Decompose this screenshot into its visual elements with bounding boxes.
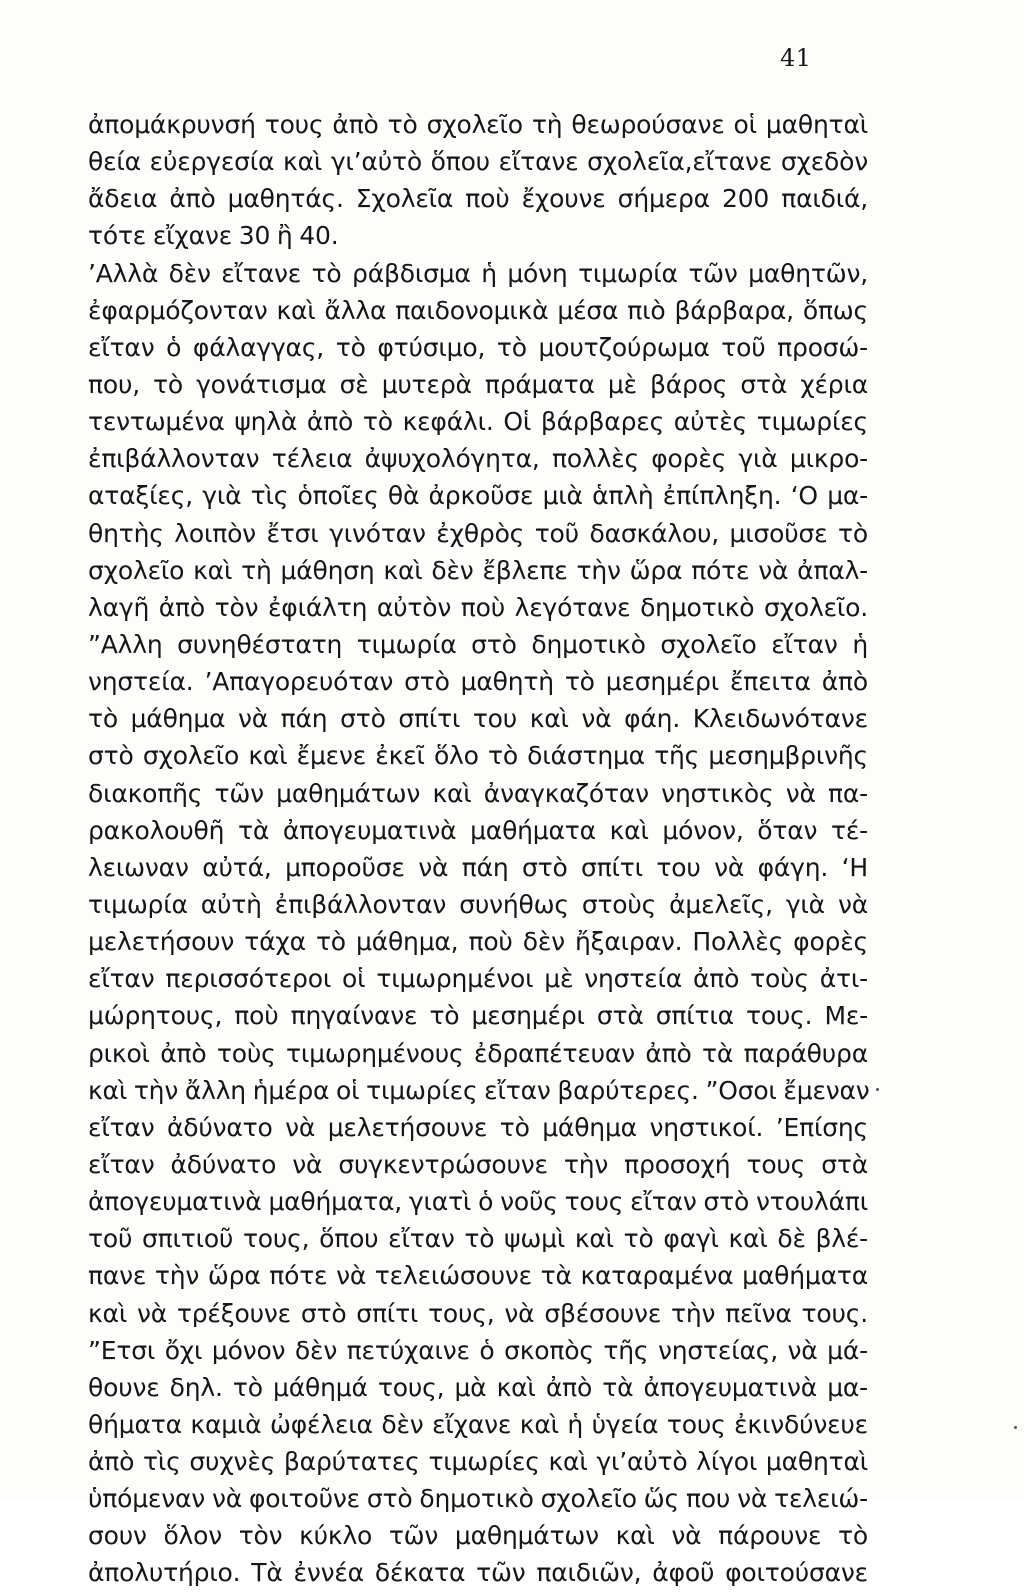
text-line: τεντωμένα ψηλὰ ἀπὸ τὸ κεφάλι. Οἱ βάρβαρες αὐτὲς τιμωρίες — [88, 407, 868, 437]
text-line: μώρητους, ποὺ πηγαίνανε τὸ μεσημέρι στὰ σπίτια τους. Με- — [88, 1001, 868, 1031]
text-line: τὸ μάθημα νὰ πάη στὸ σπίτι του καὶ νὰ φάη. Κλειδωνότανε — [88, 704, 868, 734]
page-number: 41 — [780, 44, 812, 72]
text-line: καὶ τὴν ἄλλη ἡμέρα οἱ τιμωρίες εἴταν βαρύτερες. ”Οσοι ἔμεναν — [88, 1075, 870, 1105]
text-line: ἄδεια ἀπὸ μαθητάς. Σχολεῖα ποὺ ἔχουνε σήμερα 200 παιδιά, — [88, 184, 868, 214]
text-line: θήματα καμιὰ ὠφέλεια δὲν εἴχανε καὶ ἡ ὑγεία τους ἐκινδύνευε — [88, 1409, 868, 1439]
text-line: ἀπομάκρυνσή τους ἀπὸ τὸ σχολεῖο τὴ θεωρούσανε οἱ μαθηταὶ — [88, 110, 868, 139]
body-text — [88, 106, 868, 1592]
text-line: τιμωρία αὐτὴ ἐπιβάλλονταν συνήθως στοὺς ἀμελεῖς, γιὰ νὰ — [88, 889, 868, 919]
text-line: τοῦ σπιτιοῦ τους, ὅπου εἴταν τὸ ψωμὶ καὶ τὸ φαγὶ καὶ δὲ βλέ- — [88, 1224, 868, 1254]
text-line: εἴταν ἀδύνατο νὰ συγκεντρώσουνε τὴν προσοχή τους στὰ — [88, 1149, 868, 1179]
text-line: ἀπογευματινὰ μαθήματα, γιατὶ ὁ νοῦς τους εἴταν στὸ ντουλάπι — [88, 1187, 868, 1217]
text-line: θεία εὐεργεσία καὶ γι’αὐτὸ ὅπου εἴτανε σχολεῖα,εἴτανε σχεδὸν — [88, 147, 868, 177]
text-line: λειωναν αὐτά, μποροῦσε νὰ πάη στὸ σπίτι του νὰ φάγη. ‘Η — [88, 852, 868, 882]
text-line: ἐπιβάλλονταν τέλεια ἀψυχολόγητα, πολλὲς φορὲς γιὰ μικρο- — [88, 444, 868, 474]
text-line: αταξίες, γιὰ τὶς ὁποῖες θὰ ἀρκοῦσε μιὰ ἁπλὴ ἐπίπληξη. ‘Ο μα- — [88, 481, 868, 511]
text-line: ἀπολυτήριο. Τὰ ἐννέα δέκατα τῶν παιδιῶν, ἀφοῦ φοιτούσανε — [88, 1558, 868, 1588]
text-line: νηστεία. ’Απαγορευόταν στὸ μαθητὴ τὸ μεσημέρι ἔπειτα ἀπὸ — [88, 667, 868, 697]
scan-speck — [1014, 1426, 1017, 1429]
text-line: στὸ σχολεῖο καὶ ἔμενε ἐκεῖ ὅλο τὸ διάστημα τῆς μεσημβρινῆς — [88, 741, 868, 771]
text-line: λαγῆ ἀπὸ τὸν ἐφιάλτη αὐτὸν ποὺ λεγότανε δημοτικὸ σχολεῖο. — [88, 592, 868, 622]
text-line: σουν ὅλον τὸν κύκλο τῶν μαθημάτων καὶ νὰ πάρουνε τὸ — [88, 1521, 868, 1551]
text-line: ὑπόμεναν νὰ φοιτοῦνε στὸ δημοτικὸ σχολεῖο ὥς που νὰ τελειώ- — [88, 1484, 868, 1514]
text-line: θητὴς λοιπὸν ἔτσι γινόταν ἐχθρὸς τοῦ δασκάλου, μισοῦσε τὸ — [88, 518, 868, 548]
text-line: ἀπὸ τὶς συχνὲς βαρύτατες τιμωρίες καὶ γι’αὐτὸ λίγοι μαθηταὶ — [88, 1447, 868, 1477]
text-line: σχολεῖο καὶ τὴ μάθηση καὶ δὲν ἔβλεπε τὴν ὥρα πότε νὰ ἀπαλ- — [88, 555, 868, 585]
text-line: θουνε δηλ. τὸ μάθημά τους, μὰ καὶ ἀπὸ τὰ ἀπογευματινὰ μα- — [88, 1372, 868, 1402]
text-line: ’Αλλὰ δὲν εἴτανε τὸ ράβδισμα ἡ μόνη τιμωρία τῶν μαθητῶν, — [88, 258, 868, 288]
text-line: ρικοὶ ἀπὸ τοὺς τιμωρημένους ἐδραπέτευαν ἀπὸ τὰ παράθυρα — [88, 1038, 868, 1068]
text-line: που, τὸ γονάτισμα σὲ μυτερὰ πράματα μὲ βάρος στὰ χέρια — [88, 369, 868, 399]
text-line: πανε τὴν ὥρα πότε νὰ τελειώσουνε τὰ καταραμένα μαθήματα — [88, 1261, 868, 1291]
text-line: μελετήσουν τάχα τὸ μάθημα, ποὺ δὲν ἤξαιραν. Πολλὲς φορὲς — [88, 927, 868, 957]
text-line: καὶ νὰ τρέξουνε στὸ σπίτι τους, νὰ σβέσουνε τὴν πεῖνα τους. — [88, 1298, 868, 1328]
text-line: εἴταν ἀδύνατο νὰ μελετήσουνε τὸ μάθημα νηστικοί. ’Επίσης — [88, 1112, 868, 1142]
text-line: τότε εἴχανε 30 ἢ 40. — [88, 221, 339, 251]
text-line: ”Αλλη συνηθέστατη τιμωρία στὸ δημοτικὸ σχολεῖο εἴταν ἡ — [88, 629, 868, 659]
text-line: εἴταν ὁ φάλαγγας, τὸ φτύσιμο, τὸ μουτζούρωμα τοῦ προσώ- — [88, 332, 868, 362]
text-line: ρακολουθῆ τὰ ἀπογευματινὰ μαθήματα καὶ μόνον, ὅταν τέ- — [88, 815, 868, 845]
text-line: εἴταν περισσότεροι οἱ τιμωρημένοι μὲ νηστεία ἀπὸ τοὺς ἀτι- — [88, 964, 868, 994]
text-line: ἐφαρμόζονταν καὶ ἄλλα παιδονομικὰ μέσα πιὸ βάρβαρα, ὅπως — [88, 295, 868, 325]
text-line: ”Ετσι ὄχι μόνον δὲν πετύχαινε ὁ σκοπὸς τῆς νηστείας, νὰ μά- — [88, 1335, 868, 1365]
text-line: διακοπῆς τῶν μαθημάτων καὶ ἀναγκαζόταν νηστικὸς νὰ πα- — [88, 778, 868, 808]
scan-speck — [876, 1088, 879, 1091]
